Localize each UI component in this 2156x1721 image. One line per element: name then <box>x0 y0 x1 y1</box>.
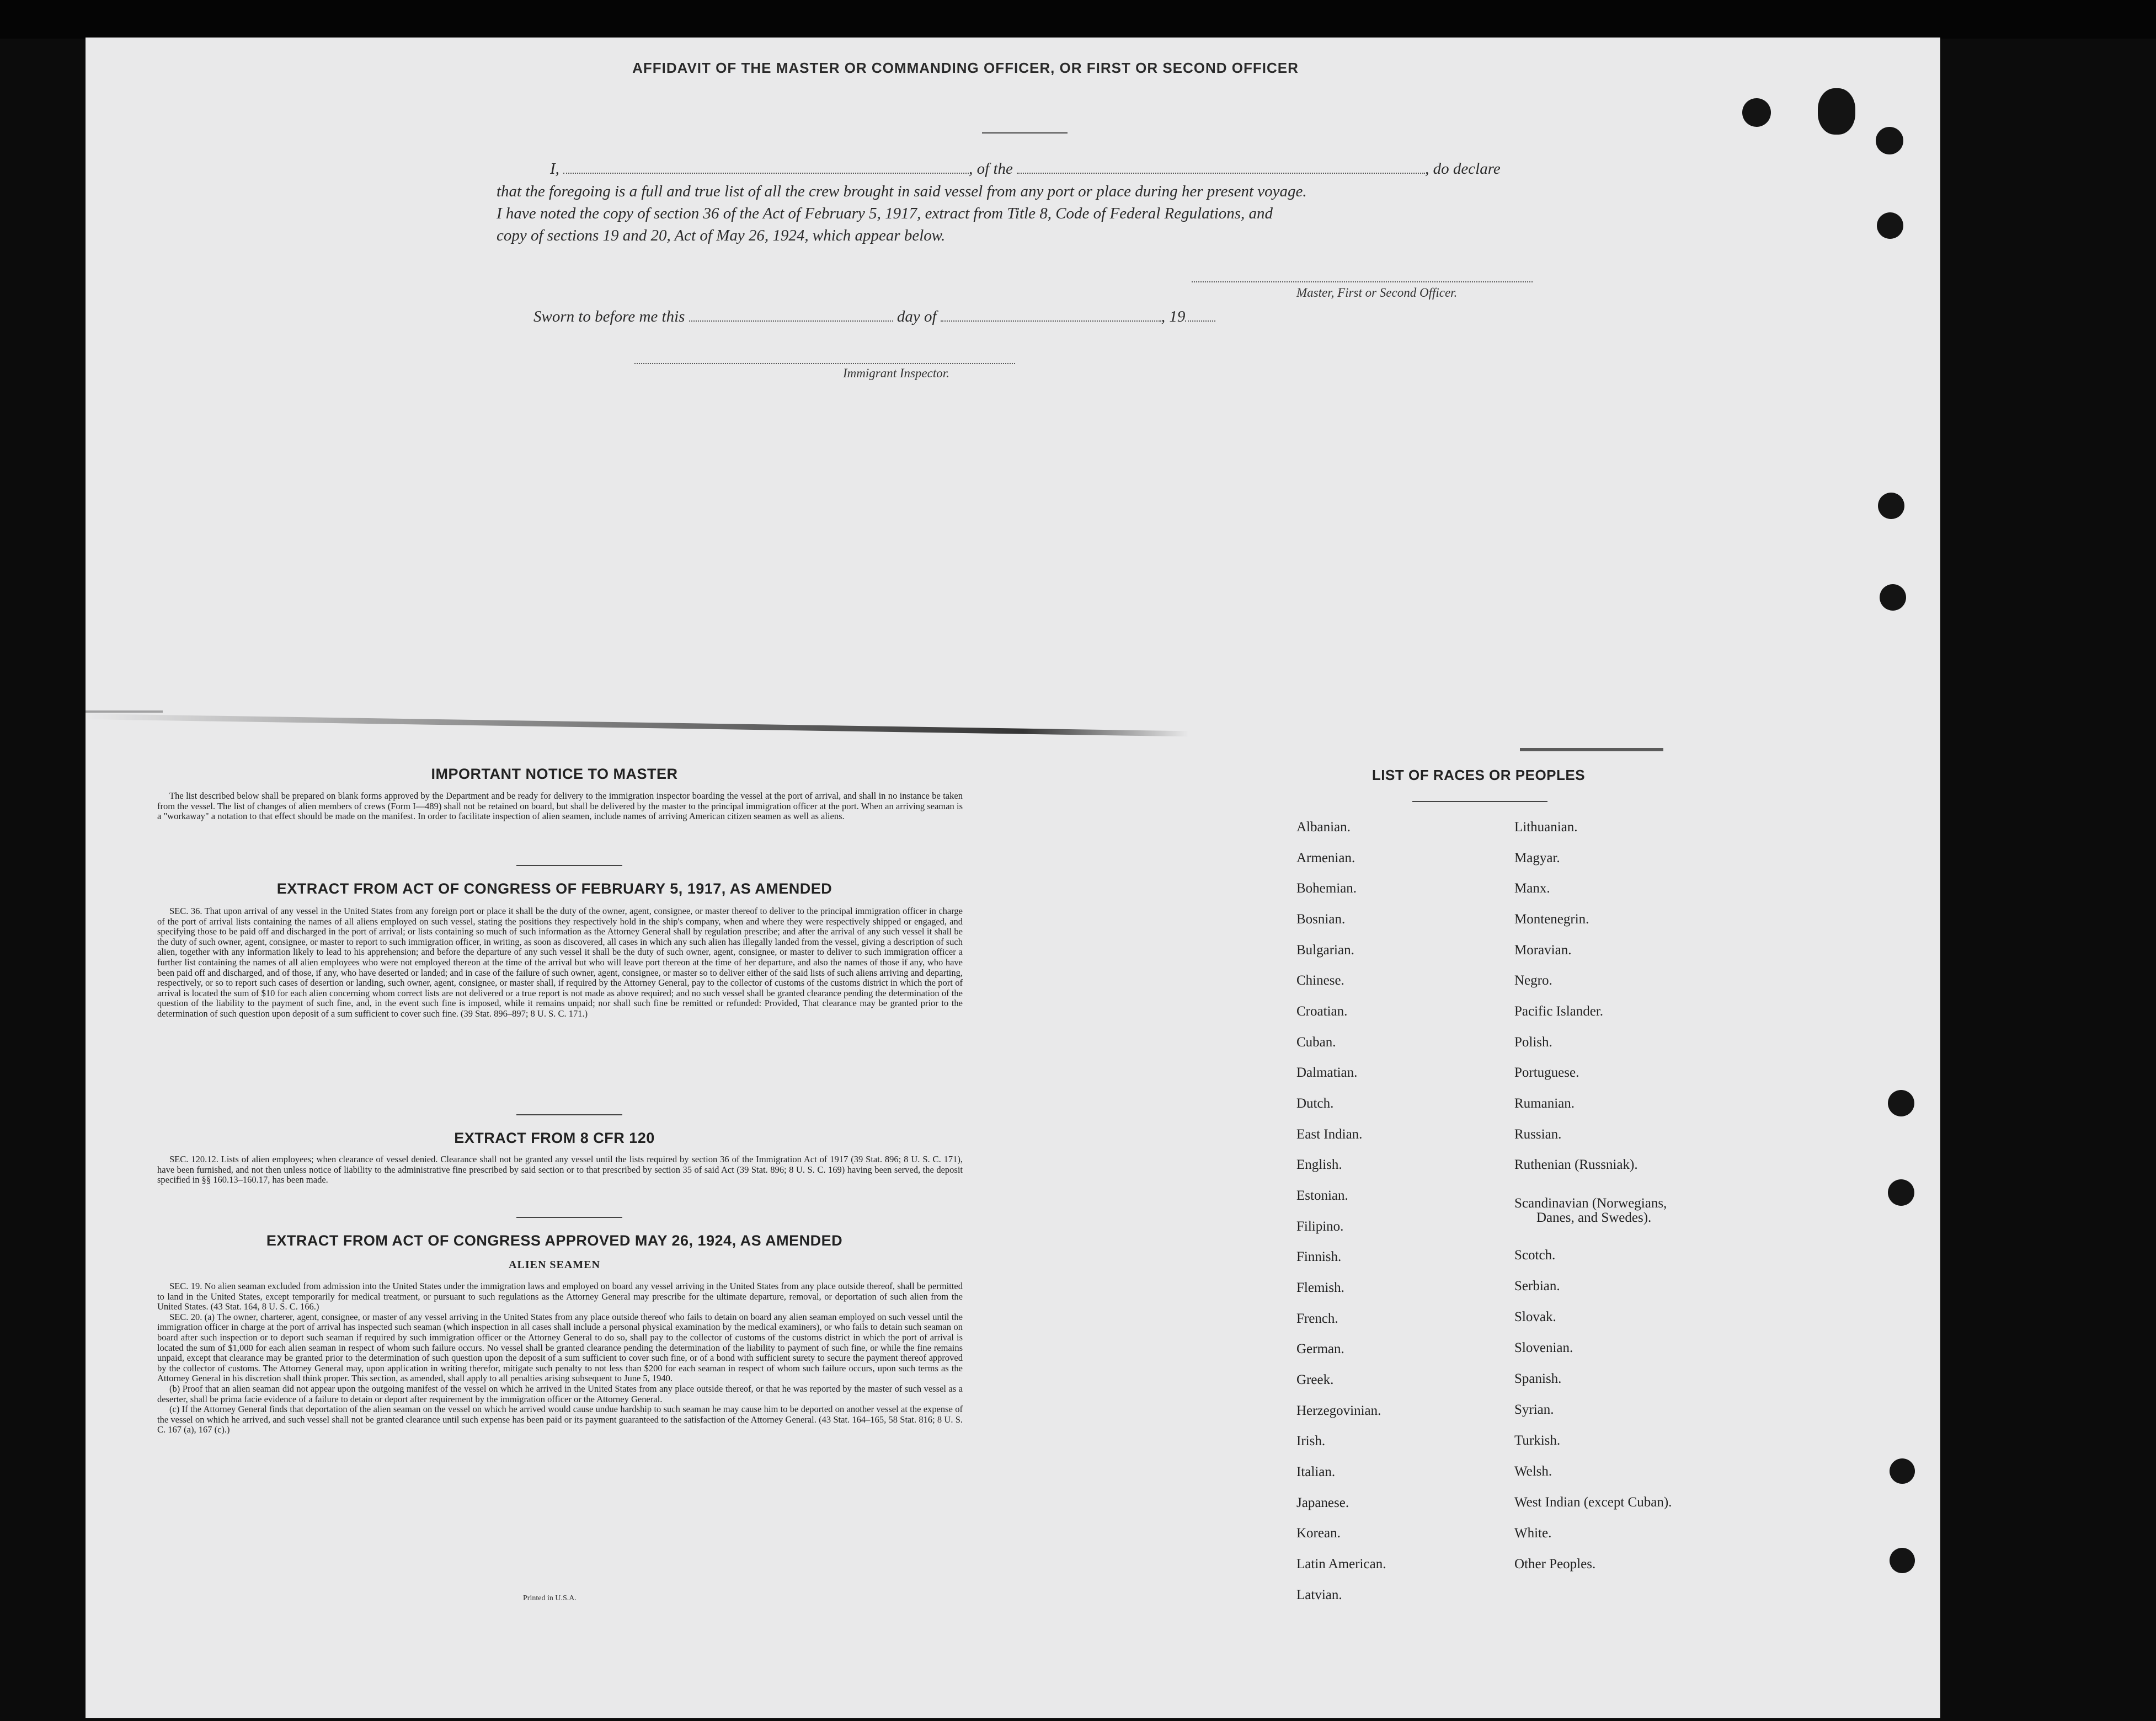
race-item: Slovenian. <box>1514 1340 1573 1355</box>
punch-hole <box>1888 1090 1914 1116</box>
extract-1924-text <box>157 1281 963 1435</box>
race-item: Scandinavian (Norwegians, <box>1514 1196 1667 1211</box>
declarant-label: I, <box>550 160 559 178</box>
section-divider <box>516 1114 622 1115</box>
race-item: Croatian. <box>1296 1004 1348 1019</box>
race-item: Chinese. <box>1296 973 1344 988</box>
race-item: Montenegrin. <box>1514 912 1589 927</box>
punch-hole <box>1878 493 1904 519</box>
affidavit-line-4: copy of sections 19 and 20, Act of May 26, 1924, which appear below. <box>497 227 946 244</box>
section-divider <box>516 1217 622 1218</box>
races-divider <box>1412 801 1547 802</box>
race-item: German. <box>1296 1341 1344 1356</box>
race-item: Slovak. <box>1514 1310 1556 1324</box>
extract-cfr-title: EXTRACT FROM 8 CFR 120 <box>454 1130 655 1146</box>
inspector-signature-label: Immigrant Inspector. <box>843 366 949 380</box>
race-item: Spanish. <box>1514 1371 1562 1386</box>
race-item: English. <box>1296 1157 1342 1172</box>
race-item: Pacific Islander. <box>1514 1004 1604 1019</box>
affidavit-title: AFFIDAVIT OF THE MASTER OR COMMANDING OFFICER, OR FIRST OR SECOND OFFICER <box>632 60 1299 76</box>
race-item: Estonian. <box>1296 1188 1348 1203</box>
master-signature-label: Master, First or Second Officer. <box>1296 286 1458 300</box>
printed-in-usa: Printed in U.S.A. <box>523 1594 577 1602</box>
affidavit-line-1 <box>550 160 1501 178</box>
sworn-year-field[interactable] <box>1185 311 1215 322</box>
race-item: Turkish. <box>1514 1433 1561 1448</box>
section-divider <box>516 865 622 866</box>
sec-36-paragraph: SEC. 36. That upon arrival of any vessel in the United States from any foreign port or place it shall be the duty of the owner, agent, consignee, or master thereof to deliver to the principal immigration officer in charge of the port of arrival lists containing the names of all aliens employed on such vessel, stating the positions they respectively hold in the ship's company, when and where they were respectively shipped or engaged, and specifying those to be paid off and discharged in the port of arrival; or lists containing so much of such information as the Attorney General shall by regulation prescribe; and after the arrival of any such vessel it shall be the duty of such owner, agent, consignee, or master to report to such immigration officer, in writing, as soon as discovered, all cases in which any such alien has illegally landed from the vessel, giving a description of such alien, together with any information likely to lead to his apprehension; and before the departure of any such vessel it shall be the duty of such owner, agent, consignee, or master to deliver to such immigration officer a further list containing the names of all alien employees who were not employed thereon at the time of the arrival but who will leave port thereon at the time of her departure, and also the names of those if any, who have been paid off and discharged, and of those, if any, who have deserted or landed; and in case of the failure of such owner, agent, consignee, or master so to deliver either of the said lists of such aliens arriving and departing, respectively, or so to report such cases of desertion or landing, such owner, agent, consignee, or master shall, if required by the Attorney General, pay to the collector of customs of the customs district in which the port of arrival is located the sum of $10 for each alien concerning whom correct lists are not delivered or a true report is not made as above required; and no such vessel shall be granted clearance pending the determination of the question of the liability to the payment of such fine, and, in the event such fine is imposed, while it remains unpaid; nor shall such fine be remitted or refunded: Provided, That clearance may be granted prior to the determination of such question upon deposit of a sum sufficient to cover such fine. (39 Stat. 896–897; 8 U. S. C. 171.) <box>157 906 963 1019</box>
race-item: Finnish. <box>1296 1249 1342 1264</box>
race-item: Cuban. <box>1296 1035 1336 1050</box>
race-item: East Indian. <box>1296 1127 1363 1142</box>
race-item: Japanese. <box>1296 1495 1349 1510</box>
page-fold-mark <box>86 710 163 713</box>
race-item: Dalmatian. <box>1296 1065 1358 1080</box>
race-item: Albanian. <box>1296 820 1351 835</box>
race-item: Russian. <box>1514 1127 1562 1142</box>
title-divider <box>982 132 1068 133</box>
notice-paragraph: The list described below shall be prepared on blank forms approved by the Department and be ready for delivery to the immigration inspector boarding the vessel at the port of arrival, and shall in no instance be taken from the vessel. The list of changes of alien members of crews (Form I—489) shall not be retained on board, but shall be delivered by the master to the principal immigration officer at the port. When an arriving seaman is a "workaway" a notation to that effect should be made on the manifest. In order to facilitate inspection of alien seamen, include names of arriving American citizen seamen as well as aliens. <box>157 790 963 822</box>
punch-hole <box>1742 98 1771 127</box>
notice-text <box>157 791 963 822</box>
race-item: Danes, and Swedes). <box>1536 1210 1652 1225</box>
race-item: Serbian. <box>1514 1279 1560 1294</box>
vessel-name-field[interactable] <box>1017 163 1425 174</box>
declarant-name-field[interactable] <box>563 163 969 174</box>
race-item: Bulgarian. <box>1296 943 1354 958</box>
sec-20c-paragraph: (c) If the Attorney General finds that deportation of the alien seaman on the vessel on which he arrived would cause undue hardship to such seaman he may cause him to be deported on another vessel at the expense of the vessel on which he arrived, and such vessel shall not be granted clearance until such expense has been paid or its payment guaranteed to the satisfaction of the Attorney General. (43 Stat. 164–165, 58 Stat. 816; 8 U. S. C. 167 (a), 167 (c).) <box>157 1404 963 1435</box>
race-item: Manx. <box>1514 881 1550 896</box>
race-item: White. <box>1514 1526 1552 1541</box>
race-item: Magyar. <box>1514 851 1560 865</box>
scan-border <box>0 0 2156 39</box>
year-label: , 19 <box>1161 308 1186 325</box>
race-item: Italian. <box>1296 1465 1336 1479</box>
declare-label: , do declare <box>1425 160 1501 178</box>
race-item: Scotch. <box>1514 1248 1556 1263</box>
race-item: Bohemian. <box>1296 881 1357 896</box>
punch-hole <box>1888 1179 1914 1206</box>
master-signature-line[interactable] <box>1192 281 1533 282</box>
sec-120-paragraph: SEC. 120.12. Lists of alien employees; when clearance of vessel denied. Clearance shall not be granted any vessel until the lists required by section 36 of the Immigration Act of 1917 (39 Stat. 896; 8 U. S. C. 171), have been furnished, and not then unless notice of liability to the administrative fine prescribed by said section or to that prescribed by section 35 of said Act (39 Stat. 896; 8 U. S. C. 169) having been served, the deposit specified in §§ 160.13–160.17, has been made. <box>157 1154 963 1185</box>
races-title: LIST OF RACES OR PEOPLES <box>1371 767 1586 783</box>
punch-hole <box>1880 584 1906 611</box>
race-item: West Indian (except Cuban). <box>1514 1495 1672 1510</box>
race-item: Irish. <box>1296 1434 1326 1449</box>
race-item: Welsh. <box>1514 1464 1552 1479</box>
sec-19-paragraph: SEC. 19. No alien seaman excluded from admission into the United States under the immigration laws and employed on board any vessel arriving in the United States from any place outside thereof, shall be permitted to land in the United States, except temporarily for medical treatment, or pursuant to such regulations as the Attorney General may prescribe for the ultimate departure, removal, or deportation of such alien from the United States. (43 Stat. 164, 8 U. S. C. 166.) <box>157 1281 963 1312</box>
race-item: Portuguese. <box>1514 1065 1579 1080</box>
vessel-label: , of the <box>969 160 1013 178</box>
extract-1924-title: EXTRACT FROM ACT OF CONGRESS APPROVED MAY 26, 1924, AS AMENDED <box>266 1232 843 1249</box>
page-fold-mark <box>86 714 1189 736</box>
punch-hole <box>1877 212 1903 239</box>
race-item: Moravian. <box>1514 943 1572 958</box>
race-item: Armenian. <box>1296 851 1355 865</box>
race-item: Syrian. <box>1514 1402 1554 1417</box>
sec-20b-paragraph: (b) Proof that an alien seaman did not appear upon the outgoing manifest of the vessel on which he arrived in the United States from any place outside thereof, or that he was reported by the master of such vessel as a deserter, shall be prima facie evidence of a failure to detain or deport after requirement by the immigration officer or the Attorney General. <box>157 1383 963 1404</box>
extract-1917-title: EXTRACT FROM ACT OF CONGRESS OF FEBRUARY 5, 1917, AS AMENDED <box>276 880 832 897</box>
race-item: French. <box>1296 1311 1338 1326</box>
affidavit-line-3: I have noted the copy of section 36 of the Act of February 5, 1917, extract from Title 8, Code of Federal Regulations, and <box>497 205 1273 222</box>
sworn-month-field[interactable] <box>941 311 1161 322</box>
race-item: Herzegovinian. <box>1296 1403 1381 1418</box>
race-item: Polish. <box>1514 1035 1552 1050</box>
race-item: Filipino. <box>1296 1219 1344 1234</box>
notice-title: IMPORTANT NOTICE TO MASTER <box>431 766 678 782</box>
race-item: Korean. <box>1296 1526 1341 1541</box>
race-item: Other Peoples. <box>1514 1557 1596 1572</box>
race-item: Rumanian. <box>1514 1096 1575 1111</box>
race-item: Latin American. <box>1296 1557 1386 1572</box>
race-item: Flemish. <box>1296 1280 1344 1295</box>
race-item: Dutch. <box>1296 1096 1334 1111</box>
affidavit-line-2: that the foregoing is a full and true list of all the crew brought in said vessel from any port or place during her present voyage. <box>497 183 1307 200</box>
sec-20a-paragraph: SEC. 20. (a) The owner, charterer, agent, consignee, or master of any vessel arriving in the United States from any place outside thereof who fails to detain on board any alien seaman employed on such vessel until the immigration officer in charge at the port of arrival has inspected such seaman (which inspection in all cases shall include a personal physical examination by the medical examiners), or who fails to detain such seaman on board after such inspection or to deport such seaman if required by such immigration officer or the Attorney General to do so, shall pay to the collector of customs of the customs district in which the port of arrival is located the sum of $1,000 for each alien seaman in respect of whom such failure occurs. No vessel shall be granted clearance pending the determination of the liability to payment of such fine, or while the fine remains unpaid, except that clearance may be granted prior to the determination of such question upon the deposit of a sum sufficient to cover such fine, or of a bond with sufficient surety to secure the payment thereof approved by the collector of customs. The Attorney General may, upon application in writing therefor, mitigate such penalty to not less than $200 for each seaman in respect of whom such failure occurs, upon such terms as the Attorney General in his discretion shall think proper. This section, as amended, shall apply to all penalties arising subsequent to June 5, 1940. <box>157 1311 963 1384</box>
alien-seamen-subtitle: ALIEN SEAMEN <box>509 1259 600 1271</box>
punch-hole <box>1876 127 1903 154</box>
race-item: Bosnian. <box>1296 912 1346 927</box>
race-item: Negro. <box>1514 973 1552 988</box>
race-item: Lithuanian. <box>1514 820 1578 835</box>
punch-hole <box>1890 1458 1915 1484</box>
sworn-day-field[interactable] <box>689 311 893 322</box>
punch-hole <box>1890 1548 1915 1573</box>
document-page <box>86 38 1940 1718</box>
punch-hole <box>1818 88 1855 135</box>
day-of-label: day of <box>896 308 937 325</box>
race-item: Greek. <box>1296 1372 1334 1387</box>
sworn-line <box>533 308 1215 326</box>
extract-cfr-text <box>157 1155 963 1185</box>
inspector-signature-line[interactable] <box>634 363 1015 364</box>
race-item: Latvian. <box>1296 1588 1342 1602</box>
page-fold-mark <box>1520 748 1663 751</box>
sworn-label: Sworn to before me this <box>533 308 685 325</box>
race-item: Ruthenian (Russniak). <box>1514 1157 1638 1172</box>
extract-1917-text <box>157 906 963 1019</box>
